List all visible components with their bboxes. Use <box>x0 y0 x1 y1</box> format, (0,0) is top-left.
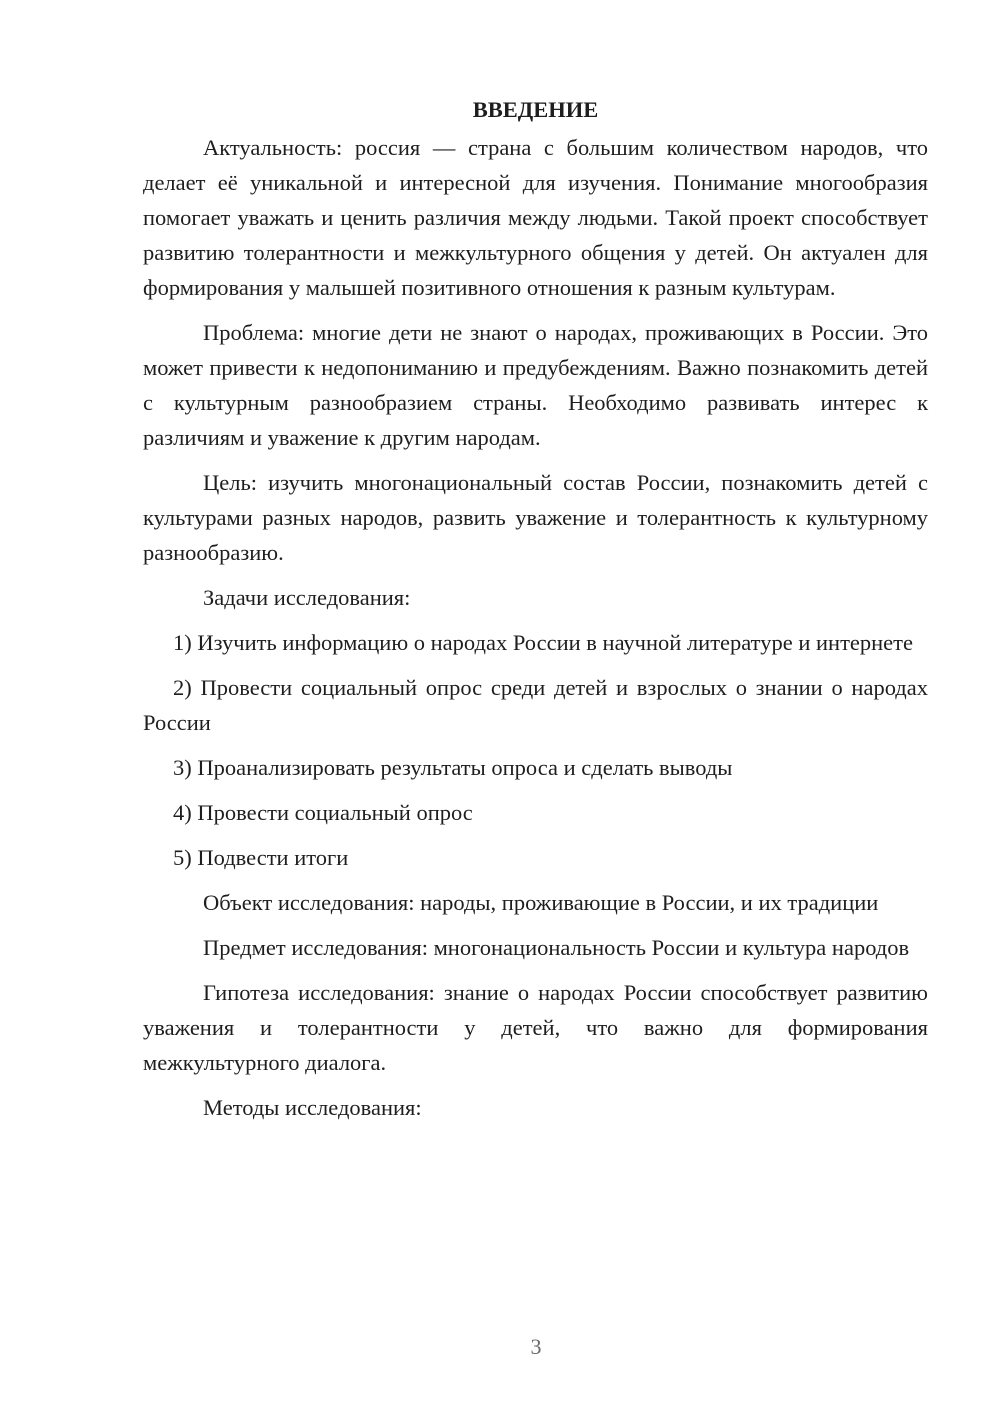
page-content <box>143 92 928 1125</box>
task-item: 1) Изучить информацию о народах России в научной литературе и интернете <box>173 630 913 655</box>
section-heading: ВВЕДЕНИЕ <box>472 97 599 122</box>
methods-title: Методы исследования: <box>203 1095 422 1120</box>
task-item: 2) Провести социальный опрос среди детей и взрослых о знании о народах России <box>143 675 928 735</box>
relevance-paragraph: Актуальность: россия — страна с большим количеством народов, что делает её уникальной и интересной для изучения. Понимание многообразия помогает уважать и ценить различия между людьми. Такой проект способствует развитию толерантности и межкультурного общения у детей. Он актуален для формирования у малышей позитивного отношения к разным культурам. <box>143 135 928 300</box>
page-number: 3 <box>530 1334 542 1359</box>
tasks-title: Задачи исследования: <box>203 585 411 610</box>
subject-paragraph: Предмет исследования: многонациональность России и культура народов <box>203 935 910 960</box>
problem-paragraph: Проблема: многие дети не знают о народах, проживающих в России. Это может привести к недопониманию и предубеждениям. Важно познакомить детей с культурным разнообразием страны. Необходимо развивать интерес к различиям и уважение к другим народам. <box>143 320 928 450</box>
hypothesis-paragraph: Гипотеза исследования: знание о народах России способствует развитию уважения и толерантности у детей, что важно для формирования межкультурного диалога. <box>143 980 928 1075</box>
task-item: 4) Провести социальный опрос <box>173 800 473 825</box>
task-item: 3) Проанализировать результаты опроса и сделать выводы <box>173 755 733 780</box>
task-item: 5) Подвести итоги <box>173 845 349 870</box>
object-paragraph: Объект исследования: народы, проживающие в России, и их традиции <box>203 890 879 915</box>
goal-paragraph: Цель: изучить многонациональный состав России, познакомить детей с культурами разных народов, развить уважение и толерантность к культурному разнообразию. <box>143 470 928 565</box>
